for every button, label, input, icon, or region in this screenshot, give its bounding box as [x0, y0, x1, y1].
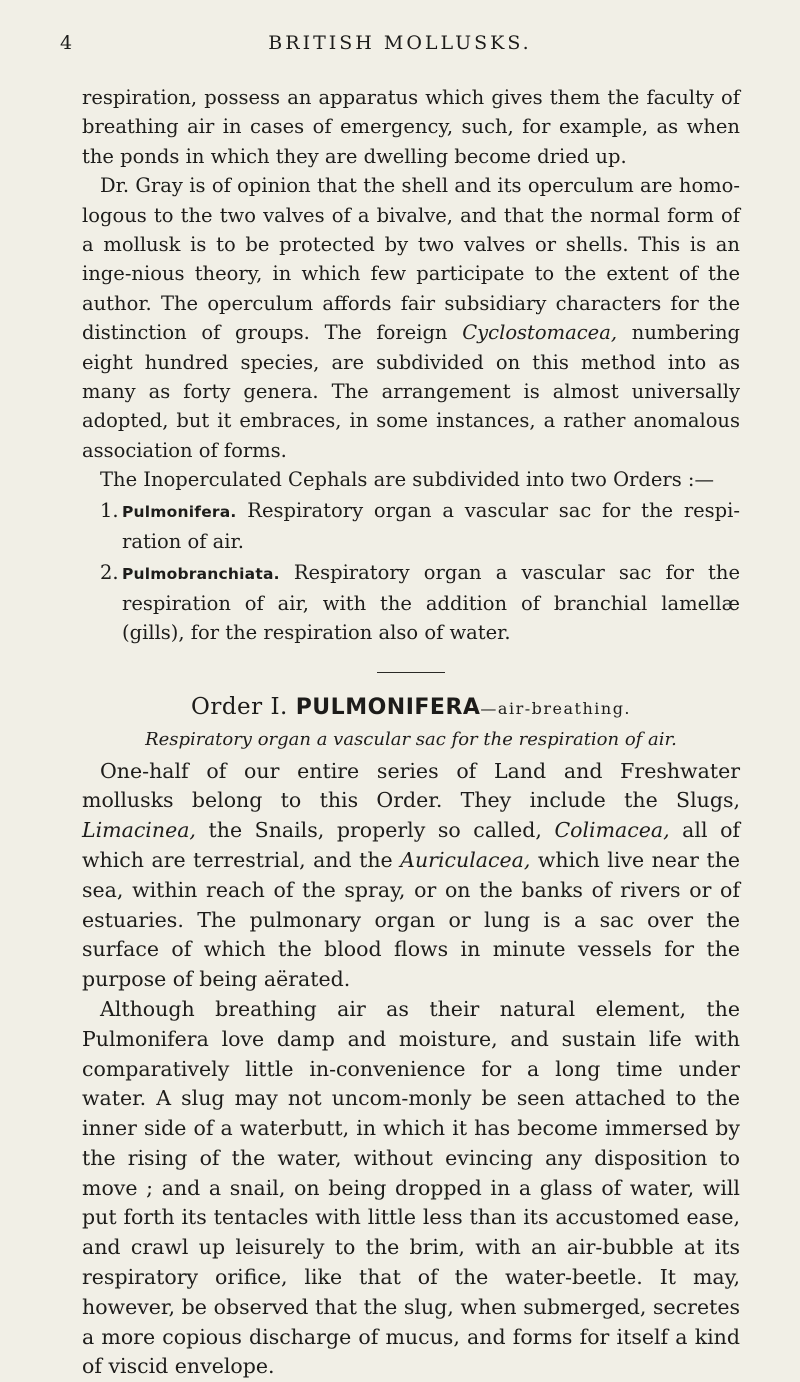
- taxon-name: Limacinea,: [82, 818, 196, 843]
- paragraph-breathing: Although breathing air as their natural element, the Pulmonifera love damp and moisture, and sustain life with comparatively little in-convenience for a long time under water. A slug may not uncom-monly be seen attached to the inner side of a waterbutt, in which it has become immersed by the rising of the water, without evincing any disposition to move ; and a snail, on being dropped in a glass of water, will put forth its tentacles with little less than its accustomed ease, and crawl up leisurely to the brim, with an air-bubble at its respiratory orifice, like that of the water-beetle. It may, however, be observed that the slug, when submerged, secretes a more copious discharge of mucus, and forms for itself a kind of viscid envelope.: [82, 996, 740, 1379]
- section-divider: [377, 672, 445, 673]
- paragraph-text: numbering eight hundred species, are subdivided on this method into as many as forty genera. The arrangement is almost universally adopted, but it embraces, in some instances, a rather anomalous association of forms.: [82, 321, 740, 462]
- order-subheading: Respiratory organ a vascular sac for the respiration of air.: [145, 729, 677, 751]
- taxon-name: Cyclostomacea,: [462, 321, 618, 345]
- order-heading: [82, 693, 740, 723]
- order-term: Pulmonifera.: [122, 502, 237, 521]
- list-item-body: [122, 558, 740, 648]
- paragraph-order-members: [82, 757, 740, 995]
- order-term: Pulmobranchiata.: [122, 564, 280, 583]
- paragraph-text: Dr. Gray is of opinion that the shell and its operculum are homo-logous to the two valves of a bivalve, and that the normal form of a mollusk is to be protected by two valves or shells. This is an inge-nious theory, in which few participate to the extent of the author. The operculum affords fair subsidiary characters for the distinction of groups. The foreign: [82, 174, 740, 345]
- taxon-name: Auriculacea,: [400, 847, 531, 872]
- page-number: 4: [60, 32, 74, 54]
- paragraph-operculum: [82, 171, 740, 465]
- list-item-number: 2.: [100, 560, 119, 584]
- page-header: [0, 28, 800, 58]
- paragraph-respiration: respiration, possess an apparatus which gives them the faculty of breathing air in cases of emergency, such, for example, as when the ponds in which they are dwelling become dried up.: [82, 86, 740, 168]
- list-item-text: Respiratory organ a vascular sac for the respi-ration of air.: [122, 498, 740, 554]
- taxon-name: Colimacea,: [554, 818, 670, 843]
- list-item-body: [122, 496, 740, 557]
- order-prefix: Order I.: [190, 693, 288, 720]
- paragraph-text: One-half of our entire series of Land and Freshwater mollusks belong to this Order. They include the Slugs,: [82, 758, 740, 813]
- paragraph-text: all of which are terrestrial, and the: [82, 818, 741, 872]
- list-item-number: 1.: [100, 498, 119, 522]
- list-item: [82, 496, 740, 557]
- order-name: PULMONIFERA: [295, 694, 481, 720]
- order-descriptor: —air-breathing.: [480, 698, 632, 718]
- running-title: BRITISH MOLLUSKS.: [268, 32, 532, 54]
- list-item-text: Respiratory organ a vascular sac for the respiration of air, with the addition of branchial lamellæ (gills), for the respiration also of water.: [122, 560, 740, 645]
- paragraph-orders-intro: The Inoperculated Cephals are subdivided into two Orders :—: [100, 468, 714, 492]
- page-body: [82, 83, 740, 1382]
- paragraph-text: the Snails, properly so called,: [195, 818, 555, 843]
- paragraph-text: which live near the sea, within reach of the spray, or on the banks of rivers or of estuaries. The pulmonary organ or lung is a sac over the surface of which the blood flows in minute vessels for the purpose of being aërated.: [82, 847, 740, 992]
- list-item: [82, 558, 740, 648]
